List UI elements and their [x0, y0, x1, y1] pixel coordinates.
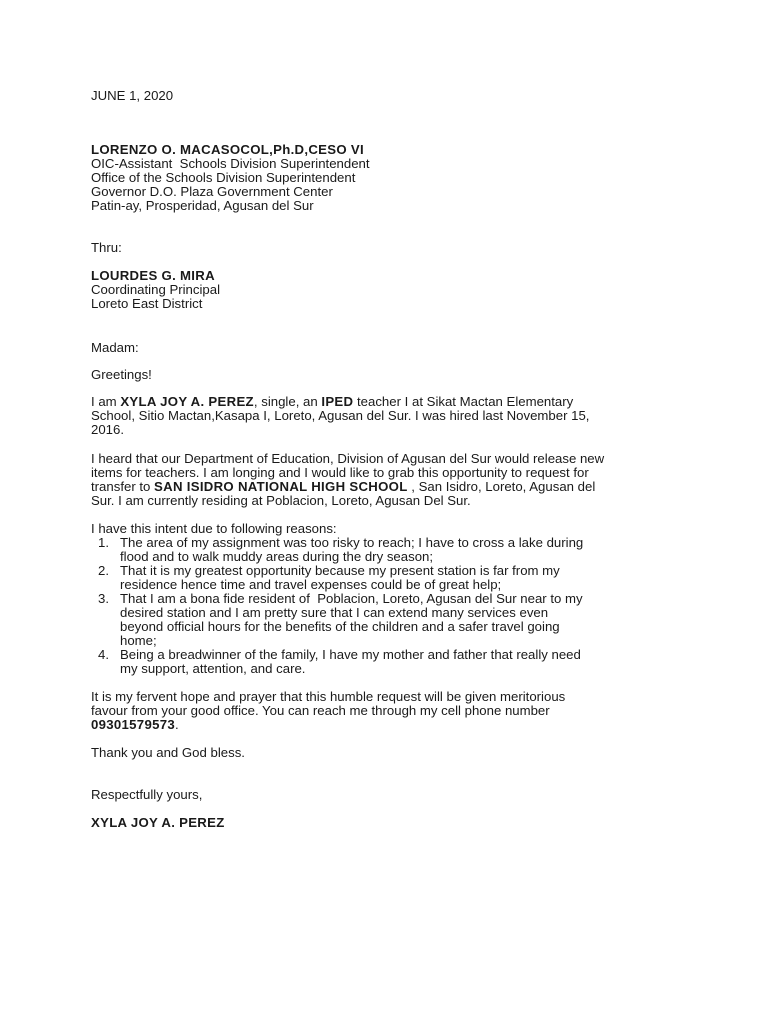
text-fragment: , San Isidro, Loreto, Agusan del: [407, 479, 596, 494]
paragraph-line: [91, 395, 681, 409]
target-school-name: SAN ISIDRO NATIONAL HIGH SCHOOL: [154, 479, 408, 494]
text-fragment: teacher I at Sikat Mactan Elementary: [353, 394, 574, 409]
reason-item: [91, 648, 691, 676]
reason-line: my support, attention, and care.: [120, 661, 306, 676]
paragraph-line: items for teachers. I am longing and I would like to grab this opportunity to request for: [91, 465, 589, 480]
text-fragment: transfer to: [91, 479, 155, 494]
recipient-building: Governor D.O. Plaza Government Center: [91, 184, 333, 199]
list-number: 4.: [98, 647, 109, 662]
complimentary-close: Respectfully yours,: [91, 787, 203, 802]
thru-district: Loreto East District: [91, 296, 203, 311]
iped-label: IPED: [321, 394, 354, 409]
reason-item: [91, 592, 691, 648]
paragraph-line: It is my fervent hope and prayer that this humble request will be given meritorious: [91, 689, 566, 704]
reason-line: Being a breadwinner of the family, I have my mother and father that really need: [120, 647, 581, 662]
reason-line: desired station and I am pretty sure that I can extend many services even: [120, 605, 549, 620]
reason-line: That I am a bona fide resident of Poblacion, Loreto, Agusan del Sur near to my: [120, 591, 583, 606]
reason-line: residence hence time and travel expenses could be of great help;: [120, 577, 502, 592]
thru-position: Coordinating Principal: [91, 282, 221, 297]
recipient-office: Office of the Schools Division Superintendent: [91, 170, 356, 185]
thanks-line: Thank you and God bless.: [91, 745, 245, 760]
thru-name: LOURDES G. MIRA: [91, 268, 215, 283]
list-number: 3.: [98, 591, 109, 606]
reason-line: beyond official hours for the benefits of the children and a safer travel going: [120, 619, 560, 634]
paragraph-closing-hope: [91, 690, 681, 732]
paragraph-line: [91, 480, 681, 494]
reasons-intro: I have this intent due to following reasons:: [91, 521, 337, 536]
paragraph-line: Sur. I am currently residing at Poblacion, Loreto, Agusan Del Sur.: [91, 493, 471, 508]
signature-name: XYLA JOY A. PEREZ: [91, 815, 225, 830]
salutation: Madam:: [91, 340, 139, 355]
greeting: Greetings!: [91, 367, 152, 382]
phone-number: 09301579573: [91, 717, 175, 732]
letter-date: JUNE 1, 2020: [91, 88, 174, 103]
recipient-title: OIC-Assistant Schools Division Superintendent: [91, 156, 370, 171]
paragraph-introduction: [91, 395, 681, 437]
paragraph-line: favour from your good office. You can reach me through my cell phone number: [91, 703, 550, 718]
reason-line: The area of my assignment was too risky to reach; I have to cross a lake during: [120, 535, 584, 550]
reason-item: [91, 536, 691, 564]
reasons-list: [91, 522, 691, 676]
text-fragment: , single, an: [253, 394, 322, 409]
list-number: 1.: [98, 535, 109, 550]
paragraph-line: 2016.: [91, 422, 125, 437]
thru-label: Thru:: [91, 240, 122, 255]
paragraph-line: [91, 718, 681, 732]
text-fragment: .: [174, 717, 179, 732]
paragraph-request: [91, 452, 681, 508]
paragraph-line: School, Sitio Mactan,Kasapa I, Loreto, Agusan del Sur. I was hired last November 15,: [91, 408, 590, 423]
text-fragment: I am: [91, 394, 121, 409]
reason-line: That it is my greatest opportunity because my present station is far from my: [120, 563, 560, 578]
recipient-name: LORENZO O. MACASOCOL,Ph.D,CESO VI: [91, 142, 364, 157]
reason-line: home;: [120, 633, 157, 648]
reason-item: [91, 564, 691, 592]
list-number: 2.: [98, 563, 109, 578]
reason-line: flood and to walk muddy areas during the dry season;: [120, 549, 434, 564]
paragraph-line: I heard that our Department of Education, Division of Agusan del Sur would release new: [91, 451, 605, 466]
author-name-inline: XYLA JOY A. PEREZ: [120, 394, 254, 409]
recipient-address: Patin-ay, Prosperidad, Agusan del Sur: [91, 198, 314, 213]
